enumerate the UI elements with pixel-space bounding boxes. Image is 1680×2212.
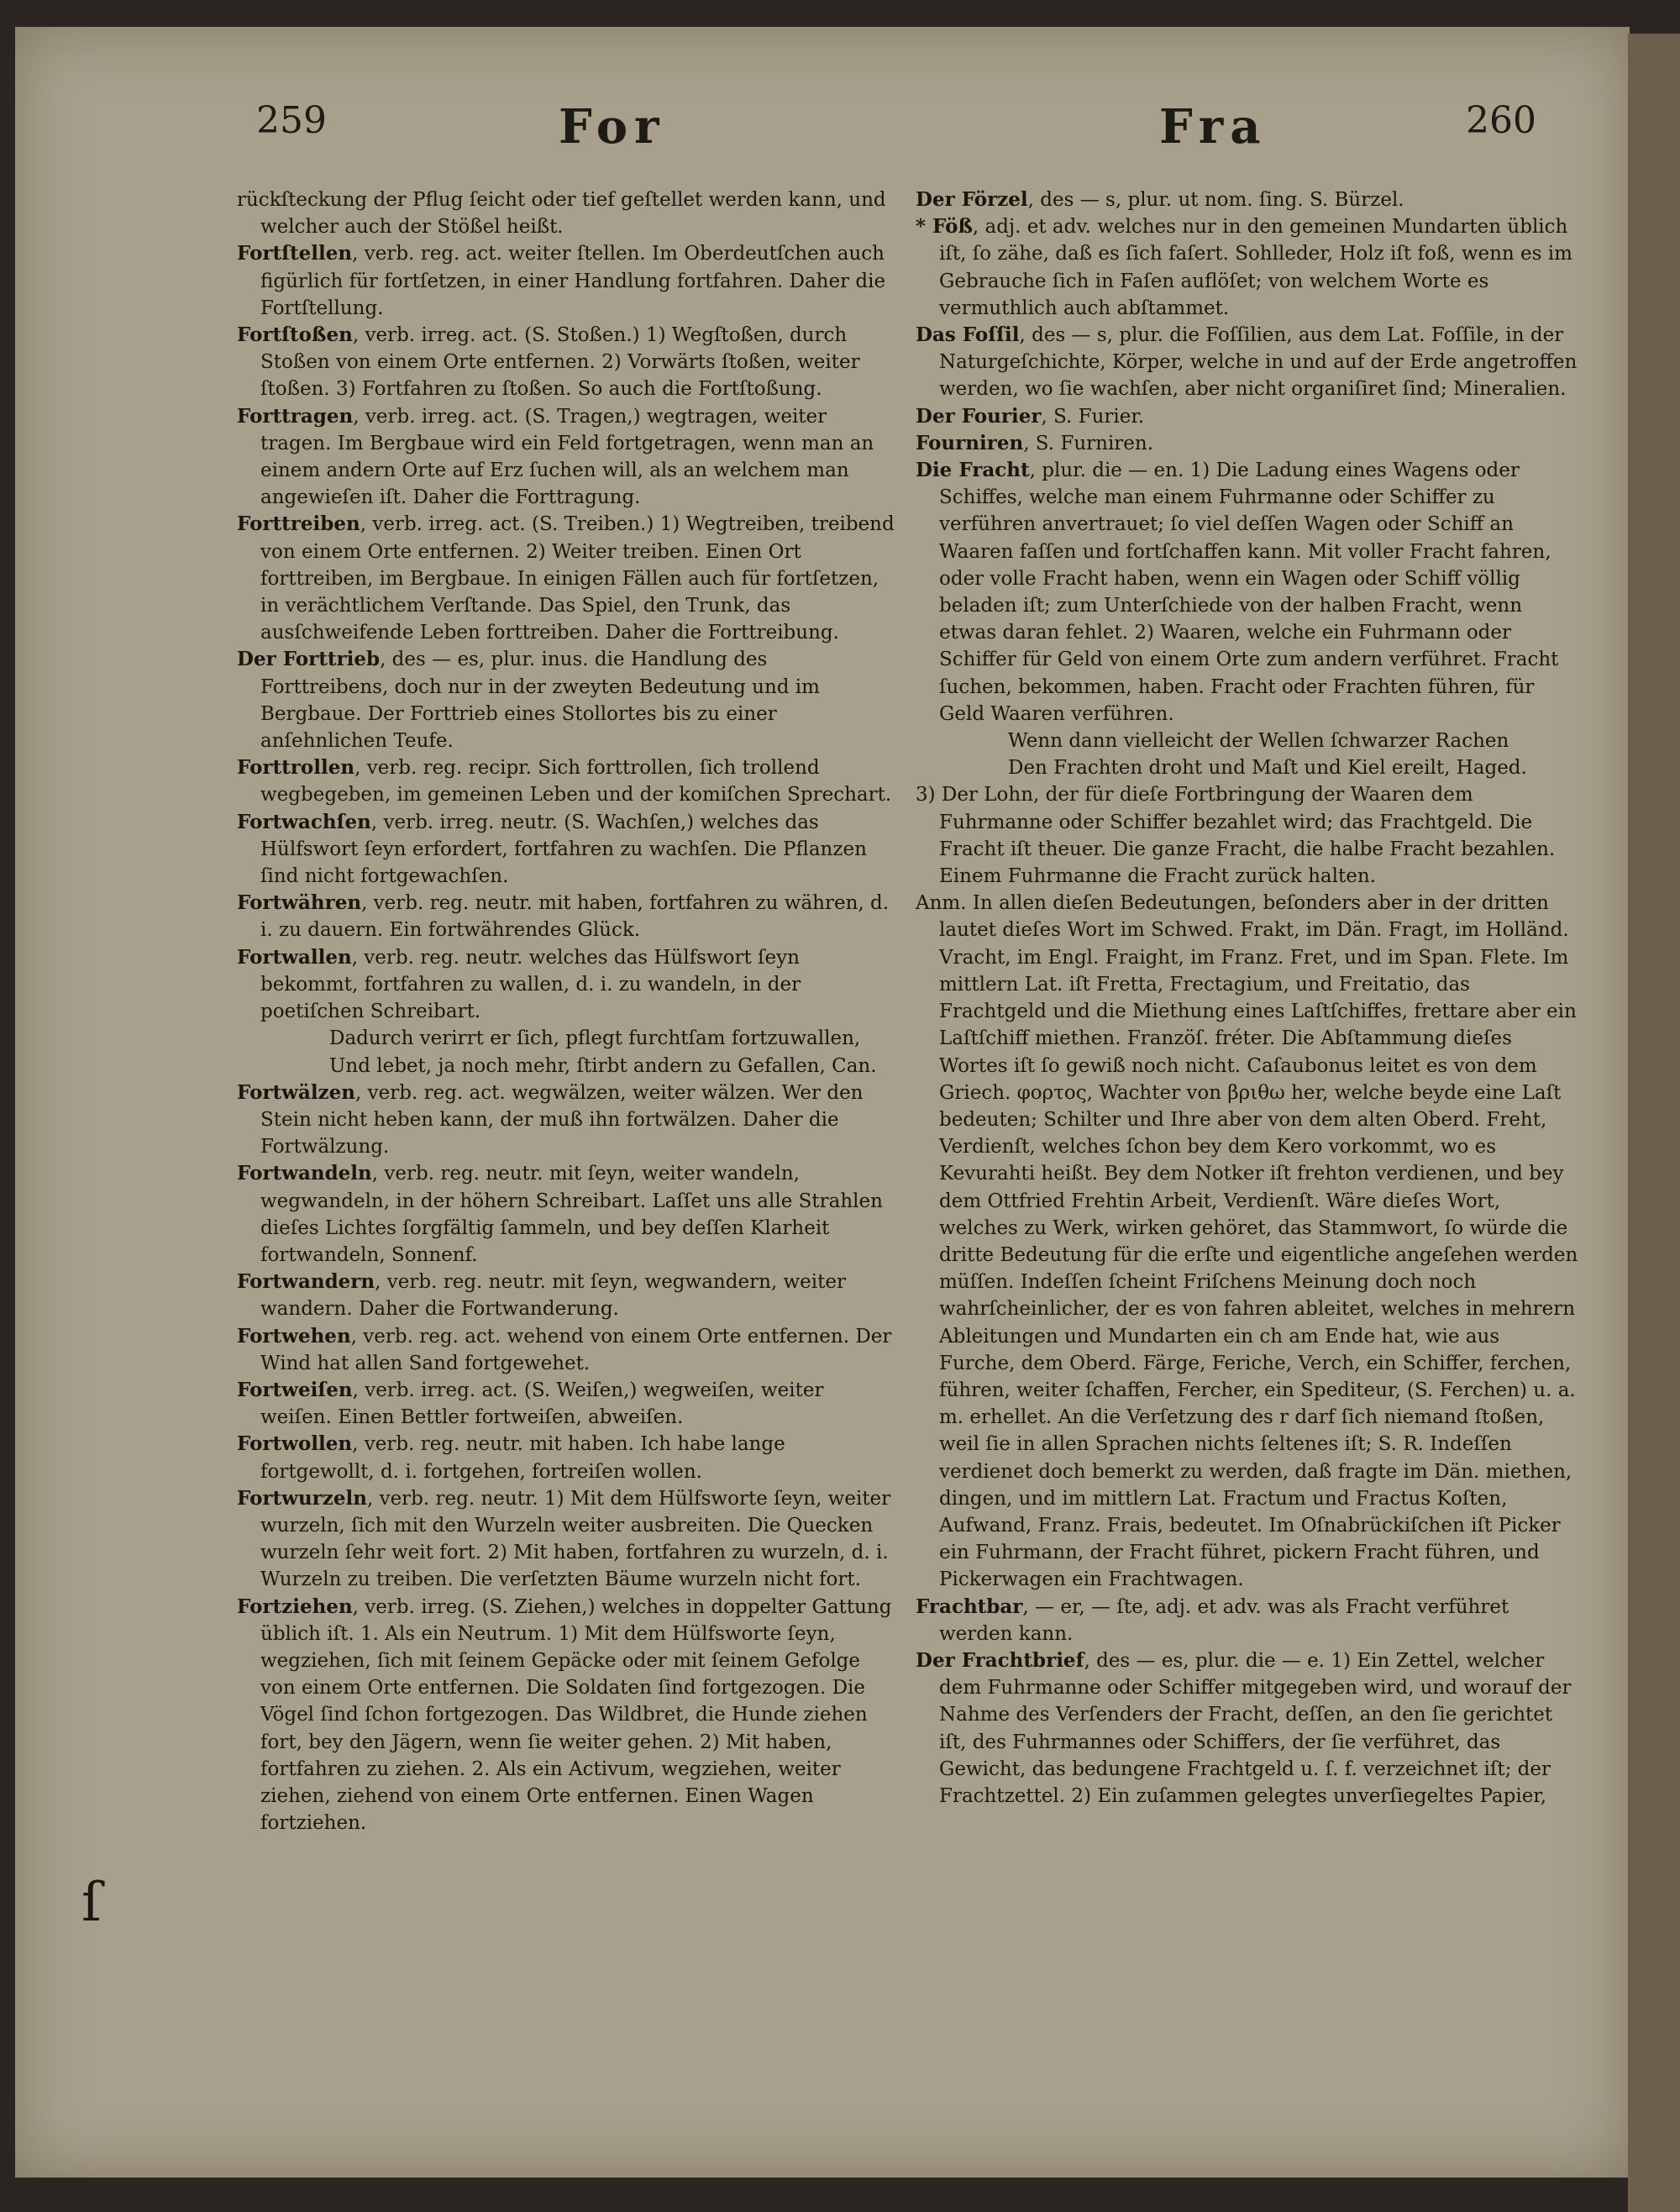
dictionary-entry (237, 1160, 900, 1269)
entry-text: , verb. reg. neutr. mit ſeyn, weiter wandeln, wegwandeln, in der höhern Schreibart. Laſſet uns alle Strahlen dieſes Lichtes ſorgfältig ſammeln, und bey deſſen Klarheit fortwandeln, Sonnenf. (260, 1163, 883, 1266)
entry-text: rückſteckung der Pflug ſeicht oder tief geſtellet werden kann, und welcher auch der Stößel heißt. (237, 189, 886, 239)
entry-text: , verb. reg. act. weiter ſtellen. Im Oberdeutſchen auch figürlich für fortſetzen, in einer Handlung fortfahren. Daher die Fortſtellung. (260, 243, 886, 319)
dictionary-entry (237, 1269, 900, 1322)
entry-headword: Fortweiſen (237, 1378, 353, 1401)
entry-headword: Der Forttrieb (237, 648, 381, 671)
dictionary-entry (237, 1025, 900, 1052)
entry-headword: Fortſtellen (237, 242, 353, 265)
entry-headword: Fortziehen (237, 1595, 353, 1618)
dictionary-entry (916, 322, 1579, 403)
left-running-head: For (559, 99, 666, 155)
dictionary-entry (916, 187, 1579, 213)
entry-headword: Fortwurzeln (237, 1486, 367, 1510)
entry-text: , verb. reg. recipr. Sich forttrollen, ſich trollend wegbegeben, im gemeinen Leben und der komiſchen Sprechart. (260, 757, 892, 807)
dictionary-entry (237, 944, 900, 1026)
entry-headword: Das Foſſil (916, 323, 1020, 347)
entry-headword: Der Fourier (916, 404, 1042, 428)
dictionary-entry (916, 781, 1579, 890)
margin-mark: ſ (81, 1872, 102, 1934)
entry-text: , verb. reg. neutr. mit haben, fortfahren zu währen, d. i. zu dauern. Ein fortwährendes Glück. (260, 892, 890, 942)
entry-headword: Fourniren (916, 431, 1024, 454)
dictionary-entry (916, 213, 1579, 322)
entry-headword: Die Fracht (916, 459, 1030, 482)
dictionary-entry (237, 1594, 900, 1837)
dictionary-entry (237, 1431, 900, 1484)
entry-text: , verb. irreg. act. (S. Weiſen,) wegweiſen, weiter weiſen. Einen Bettler fortweiſen, abweiſen. (260, 1379, 824, 1429)
entry-text: , des — es, plur. inus. die Handlung des Forttreibens, doch nur in der zweyten Bedeutung und im Bergbaue. Der Forttrieb eines Stollortes bis zu einer anſehnlichen Teufe. (260, 649, 820, 753)
dictionary-entry (237, 1323, 900, 1377)
entry-text: , adj. et adv. welches nur in den gemeinen Mundarten üblich iſt, ſo zähe, daß es ſich faſert. Sohlleder, Holz iſt foß, wenn es im Gebrauche ſich in Faſen auflöſet; von welchem Worte es vermuthlich auch abſtammet. (939, 216, 1572, 319)
entry-text: Dadurch verirrt er ſich, pflegt furchtſam fortzuwallen, (329, 1027, 861, 1050)
dictionary-entry (237, 754, 900, 808)
entry-text: , verb. irreg. act. (S. Tragen,) wegtragen, weiter tragen. Im Bergbaue wird ein Feld fortgetragen, wenn man an einem andern Orte auf Erz ſuchen will, als an welchem man angewieſen iſt. Daher die Forttragung. (260, 405, 874, 509)
entry-text: , verb. irreg. (S. Ziehen,) welches in doppelter Gattung üblich iſt. 1. Als ein Neutrum. 1) Mit dem Hülfsworte ſeyn, wegziehen, ſich mit ſeinem Gepäcke oder mit ſeinem Gefolge von einem Orte entfernen. Die Soldaten ſind fortgezogen. Die Vögel ſind ſchon fortgezogen. Das Wildbret, die Hunde ziehen fort, bey den Jägern, wenn ſie weiter gehen. 2) Mit haben, fortfahren zu ziehen. 2. Als ein Activum, wegziehen, weiter ziehen, ziehend von einem Orte entfernen. Einen Wagen fortziehen. (260, 1595, 892, 1835)
entry-headword: Frachtbar (916, 1595, 1023, 1618)
dictionary-entry (916, 403, 1579, 430)
entry-headword: Forttrollen (237, 756, 355, 780)
dictionary-entry (237, 240, 900, 322)
left-page-number: 259 (256, 99, 327, 142)
entry-headword: Fortwollen (237, 1432, 353, 1456)
entry-headword: Der Förzel (916, 188, 1028, 211)
entry-headword: Fortwandeln (237, 1162, 372, 1185)
entry-headword: Fortwälzen (237, 1080, 356, 1104)
entry-text: Wenn dann vielleicht der Wellen ſchwarzer Rachen (1008, 730, 1509, 753)
entry-text: 3) Der Lohn, der für dieſe Fortbringung der Waaren dem Fuhrmanne oder Schiffer bezahlet wird; das Frachtgeld. Die Fracht iſt theuer. Die ganze Fracht, die halbe Fracht bezahlen. Einem Fuhrmanne die Fracht zurück halten. (916, 784, 1556, 888)
dictionary-entry (237, 1377, 900, 1431)
entry-text: Den Frachten droht und Maſt und Kiel ereilt, Haged. (1008, 757, 1527, 780)
entry-headword: Fortwachſen (237, 810, 371, 833)
entry-text: , des — s, plur. die Foſſilien, aus dem Lat. Foſſile, in der Naturgeſchichte, Körper, welche in und auf der Erde angetroffen werden, wo ſie wachſen, aber nicht organiſiret ſind; Mineralien. (939, 324, 1578, 401)
page-edge (1628, 34, 1680, 2212)
dictionary-entry (916, 430, 1579, 457)
entry-text: , plur. die — en. 1) Die Ladung eines Wagens oder Schiffes, welche man einem Fuhrmanne oder Schiffer zu verführen anvertrauet; ſo viel deſſen Wagen oder Schiff an Waaren faſſen und fortſchaffen kann. Mit voller Fracht fahren, oder volle Fracht haben, wenn ein Wagen oder Schiff völlig beladen iſt; zum Unterſchiede von der halben Fracht, wenn etwas daran fehlet. 2) Waaren, welche ein Fuhrmann oder Schiffer für Geld von einem Orte zum andern verführet. Fracht ſuchen, bekommen, haben. Fracht oder Frachten führen, für Geld Waaren verführen. (939, 460, 1559, 725)
entry-text: , S. Furier. (1041, 405, 1145, 428)
entry-text: , verb. reg. act. wegwälzen, weiter wälzen. Wer den Stein nicht heben kann, der muß ihn fortwälzen. Daher die Fortwälzung. (260, 1081, 864, 1159)
entry-text: , verb. reg. neutr. 1) Mit dem Hülfsworte ſeyn, weiter wurzeln, ſich mit den Wurzeln weiter ausbreiten. Die Quecken wurzeln ſehr weit fort. 2) Mit haben, fortfahren zu wurzeln, d. i. Wurzeln zu treiben. Die verſetzten Bäume wurzeln nicht fort. (260, 1487, 891, 1591)
entry-text: , des — es, plur. die — e. 1) Ein Zettel, welcher dem Fuhrmanne oder Schiffer mitgegeben wird, und worauf der Nahme des Verſenders der Fracht, deſſen, an den ſie gerichtet iſt, des Fuhrmannes oder Schiffers, der ſie verführet, das Gewicht, das bedungene Frachtgeld u. ſ. f. verzeichnet iſt; der Frachtzettel. 2) Ein zuſammen gelegtes unverſiegeltes Papier, (939, 1649, 1572, 1807)
entry-headword: Fortwähren (237, 891, 362, 915)
entry-headword: Forttreiben (237, 512, 360, 536)
entry-headword: * Föß (916, 215, 973, 239)
entry-text: , verb. irreg. act. (S. Stoßen.) 1) Wegſtoßen, durch Stoßen von einem Orte entfernen. 2) Vorwärts ſtoßen, weiter ſtoßen. 3) Fortfahren zu ſtoßen. So auch die Fortſtoßung. (260, 324, 860, 401)
entry-text: , verb. reg. neutr. mit haben. Ich habe lange fortgewollt, d. i. fortgehen, fortreiſen wollen. (260, 1433, 785, 1483)
entry-text: , verb. reg. act. wehend von einem Orte entfernen. Der Wind hat allen Sand fortgewehet. (260, 1325, 892, 1374)
entry-text: , — er, — ſte, adj. et adv. was als Fracht verführet werden kann. (939, 1595, 1509, 1645)
right-column (916, 187, 1579, 1810)
dictionary-entry (237, 1485, 900, 1594)
right-page-number: 260 (1466, 99, 1536, 142)
dictionary-entry (237, 890, 900, 943)
entry-text: , S. Furniren. (1023, 432, 1154, 454)
dictionary-entry (237, 187, 900, 240)
entry-text: , verb. reg. neutr. mit ſeyn, wegwandern, weiter wandern. Daher die Fortwanderung. (260, 1271, 847, 1321)
dictionary-entry (916, 1647, 1579, 1810)
dictionary-entry (916, 1594, 1579, 1647)
entry-text: Anm. In allen dieſen Bedeutungen, beſonders aber in der dritten lautet dieſes Wort im Schwed. Frakt, im Dän. Fragt, im Holländ. Vracht, im Engl. Fraight, im Franz. Fret, und im Span. Flete. Im mittlern Lat. iſt Fretta, Frectagium, und Freitatio, das Frachtgeld und die Miethung eines Laſtſchiffes, frettare aber ein Laſtſchiff miethen. Franzöſ. fréter. Die Abſtammung dieſes Wortes iſt ſo gewiß noch nicht. Caſaubonus leitet es von dem Griech. φορτος, Wachter von βριθω her, welche beyde eine Laſt bedeuten; Schilter und Ihre aber von dem alten Oberd. Freht, Verdienſt, welches ſchon bey dem Kero vorkommt, wo es Kevurahti heißt. Bey dem Notker iſt frehton verdienen, und bey dem Ottfried Frehtin Arbeit, Verdienſt. Wäre dieſes Wort, welches zu Werk, wirken gehöret, das Stammwort, ſo würde die dritte Bedeutung für die erſte und eigentliche angeſehen werden müſſen. Indeſſen ſcheint Friſchens Meinung doch noch wahrſcheinlicher, der es von fahren ableitet, welches in mehrern Ableitungen und Mundarten ein ch am Ende hat, wie aus Furche, dem Oberd. Färge, Feriche, Verch, ein Schiffer, ferchen, führen, weiter ſchaffen, Fercher, ein Spediteur, (S. Ferchen) u. a. m. erhellet. An die Verſetzung des r darf ſich niemand ſtoßen, weil ſie in allen Sprachen nichts ſeltenes iſt; S. R. Indeſſen verdienet doch bemerkt zu werden, daß fragte im Dän. miethen, dingen, und im mittlern Lat. Fractum und Fractus Koſten, Aufwand, Franz. Frais, bedeutet. Im Oſnabrückiſchen iſt Picker ein Fuhrmann, der Fracht führet, pickern Fracht führen, und Pickerwagen ein Frachtwagen. (916, 892, 1578, 1591)
dictionary-entry (916, 728, 1579, 754)
dictionary-entry (916, 754, 1579, 781)
dictionary-entry (237, 511, 900, 646)
dictionary-entry (237, 1080, 900, 1161)
dictionary-entry (237, 322, 900, 403)
dictionary-entry (916, 457, 1579, 728)
dictionary-entry (916, 890, 1579, 1593)
dictionary-entry (237, 403, 900, 512)
entry-headword: Der Frachtbrief (916, 1648, 1084, 1672)
left-column (237, 187, 900, 1836)
dictionary-entry (237, 809, 900, 891)
entry-text: , verb. irreg. act. (S. Treiben.) 1) Wegtreiben, treibend von einem Orte entfernen. 2) Weiter treiben. Einen Ort forttreiben, im Bergbaue. In einigen Fällen auch für fortſetzen, in verächtlichem Verſtande. Das Spiel, den Trunk, das ausſchweifende Leben forttreiben. Daher die Forttreibung. (260, 513, 895, 644)
dictionary-entry (237, 646, 900, 754)
entry-headword: Fortwallen (237, 945, 352, 969)
entry-text: Und lebet, ja noch mehr, ſtirbt andern zu Gefallen, Can. (329, 1054, 877, 1077)
entry-headword: Fortſtoßen (237, 323, 353, 347)
entry-headword: Fortwandern (237, 1270, 375, 1294)
entry-headword: Fortwehen (237, 1324, 351, 1348)
entry-text: , verb. reg. neutr. welches das Hülfswort ſeyn bekommt, fortfahren zu wallen, d. i. zu wandeln, in der poetiſchen Schreibart. (260, 946, 801, 1023)
right-running-head: Fra (1159, 99, 1268, 155)
entry-text: , des — s, plur. ut nom. ſing. S. Bürzel. (1027, 189, 1404, 211)
entry-text: , verb. irreg. neutr. (S. Wachſen,) welches das Hülfswort ſeyn erfordert, fortfahren zu wachſen. Die Pflanzen ſind nicht fortgewachſen. (260, 811, 867, 888)
entry-headword: Forttragen (237, 404, 354, 428)
dictionary-entry (237, 1053, 900, 1080)
